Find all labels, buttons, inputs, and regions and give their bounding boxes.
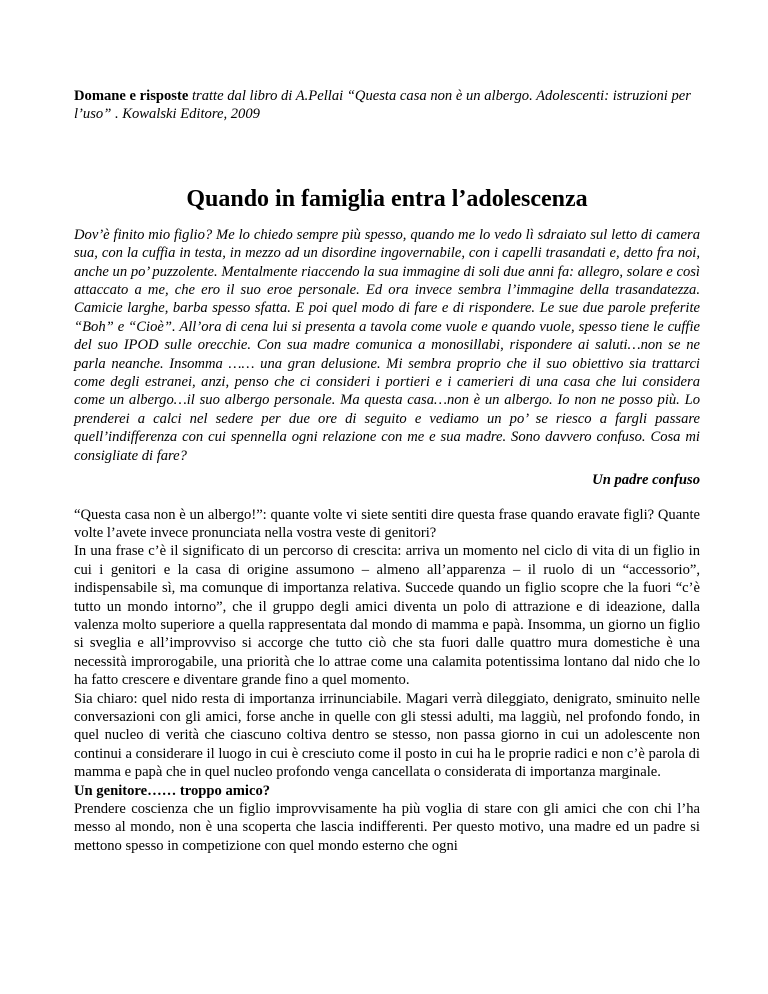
answer-paragraph-3: Sia chiaro: quel nido resta di importanza irrinunciabile. Magari verrà dileggiato, denigrato, sminuito nelle conversazioni con gli amici, forse anche in quelle con gli stessi adulti, ma laggiù, nel profondo fondo, in quel nucleo di verità che ciascuno coltiva dentro se stesso, non passa giorno in cui un adolescente non continui a considerare il luogo in cui è cresciuto come il posto in cui ha le proprie radici e non c’è parola di mamma e papà che in quel nucleo profondo venga cancellata o considerata di importanza marginale. (74, 690, 700, 781)
source-citation-italic: tratte dal libro di A.Pellai “Questa casa non è un albergo. Adolescenti: istruzioni per l’uso” . Kowalski Editore, 2009 (74, 88, 691, 123)
answer-paragraph-1: “Questa casa non è un albergo!”: quante volte vi siete sentiti dire questa frase quando eravate figli? Quante volte l’avete invece pronunciata nella vostra veste di genitori? (74, 506, 700, 541)
source-citation (74, 87, 700, 124)
reader-letter: Dov’è finito mio figlio? Me lo chiedo sempre più spesso, quando me lo vedo lì sdraiato sul letto di camera sua, con la cuffia in testa, in mezzo ad un disordine ingovernabile, con i capelli trasandati e, detto fra noi, anche un po’ puzzolente. Mentalmente riaccendo la sua immagine di soli due anni fa: allegro, solare e così attaccato a me, che ero il suo eroe personale. Ed ora invece sembra l’immagine della trasandatezza. Camicie larghe, barba spesso sfatta. E poi quel modo di fare e di rispondere. Le sue due parole preferite “Boh” e “Cioè”. All’ora di cena lui si presenta a tavola come vuole e quando vuole, spesso tiene le cuffie del suo IPOD sulle orecchie. Con sua madre comunica a monosillabi, rispondere ai saluti…non se ne parla neanche. Insomma …… una gran delusione. Mi sembra proprio che il suo obiettivo sia trattarci come degli estranei, anzi, penso che ci consideri i portieri e i camerieri di una casa che lui considera come un albergo…il suo albergo personale. Ma questa casa…non è un albergo. Io non ne posso più. Lo prenderei a calci nel sedere per due ore di seguito e vediamo un po’ se riesco a fargli passare quell’indifferenza con cui spennella ogni relazione con me e sua madre. Sono davvero confuso. Cosa mi consigliate di fare? (74, 226, 700, 464)
document-page (74, 87, 700, 855)
source-citation-bold: Domane e risposte (74, 88, 189, 104)
letter-signature: Un padre confuso (592, 472, 700, 489)
section-paragraph-1: Prendere coscienza che un figlio improvvisamente ha più voglia di stare con gli amici che con chi l’ha messo al mondo, non è una scoperta che lascia indifferenti. Per questo motivo, una madre ed un padre si mettono spesso in competizione con quel mondo esterno che ogni (74, 801, 700, 854)
page-title: Quando in famiglia entra l’adolescenza (186, 185, 588, 212)
section-heading: Un genitore…… troppo amico? (74, 782, 271, 799)
answer-paragraph-2: In una frase c’è il significato di un percorso di crescita: arriva un momento nel ciclo di vita di un figlio in cui i genitori e la casa di origine assumono – almeno all’apparenza – il ruolo di un “accessorio”, indispensabile sì, ma comunque di importanza relativa. Succede quando un figlio scopre che la fuori “c’è tutto un mondo intorno”, che il gruppo degli amici diventa un polo di attrazione e di ideazione, dalla valenza molto superiore a quella rappresentata dal mondo di mamma e papà. Insomma, un giorno un figlio si sveglia e all’improvviso si accorge che tutto ciò che sta fuori dalle quattro mura domestiche è una necessità improrogabile, una priorità che lo attrae come una calamita potentissima lontano dal nido che lo ha fatto crescere e diventare grande fino a quel momento. (74, 543, 700, 689)
section-genitore-amico (74, 782, 700, 856)
answer-body (74, 506, 700, 782)
